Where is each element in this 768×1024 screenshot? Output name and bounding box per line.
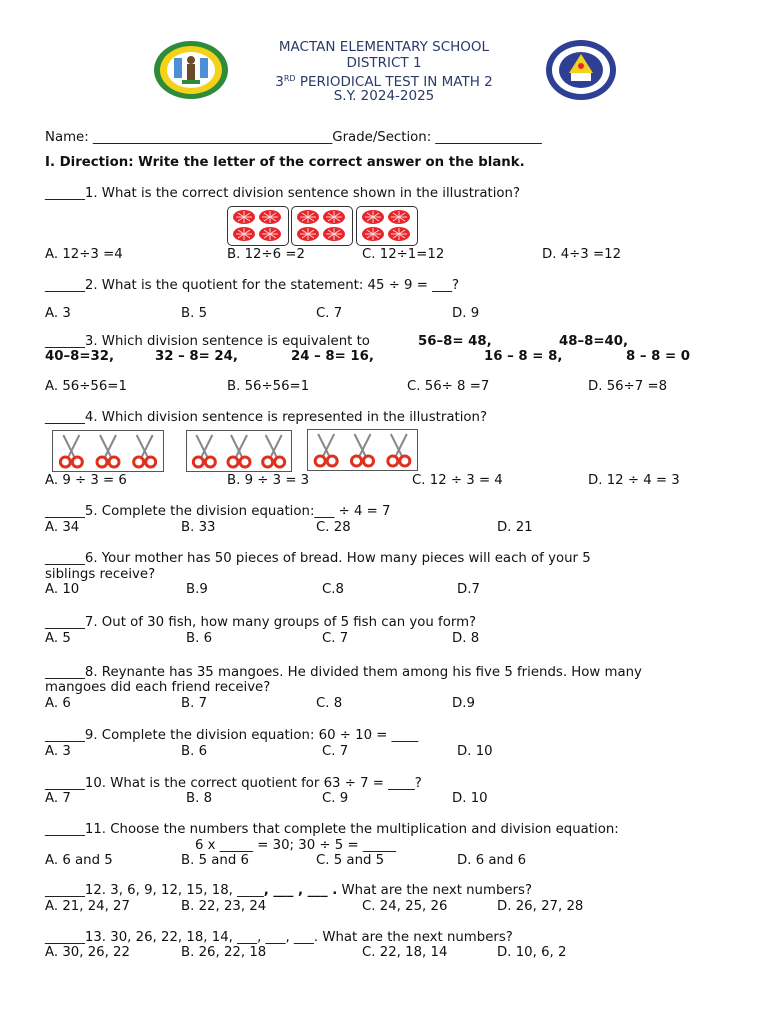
question-13: ______13. 30, 26, 22, 18, 14, ___, ___, ___. What are the next numbers? (45, 930, 513, 945)
q2-option-b: B. 5 (181, 306, 208, 321)
q10-option-a: A. 7 (45, 791, 71, 806)
apple-group (291, 206, 353, 246)
q3-option-b: B. 56÷56=1 (227, 379, 310, 394)
q13-option-a: A. 30, 26, 22 (45, 945, 130, 960)
q4-option-c: C. 12 ÷ 3 = 4 (412, 473, 503, 488)
apple-group (356, 206, 418, 246)
apple-icon (297, 227, 319, 241)
q11-option-a: A. 6 and 5 (45, 853, 113, 868)
q3-eq7: 8 – 8 = 0 (626, 349, 691, 364)
scissors-group (186, 430, 292, 472)
q10-option-d: D. 10 (452, 791, 488, 806)
q12-option-a: A. 21, 24, 27 (45, 899, 130, 914)
q10-option-c: C. 9 (322, 791, 349, 806)
scissors-group (307, 429, 418, 471)
q7-option-d: D. 8 (452, 631, 480, 646)
q1-option-b: B. 12÷6 =2 (227, 247, 305, 262)
q3-eq1: 56–8= 48, (418, 334, 492, 349)
scissors-icon (388, 434, 410, 466)
q8-option-c: C. 8 (316, 696, 343, 711)
scissors-icon (315, 434, 337, 466)
q2-option-a: A. 3 (45, 306, 71, 321)
scissors-icon (97, 435, 119, 467)
q5-option-a: A. 34 (45, 520, 80, 535)
question-6-line1: ______6. Your mother has 50 pieces of bread. How many pieces will each of your 5 (45, 551, 591, 566)
q13-option-d: D. 10, 6, 2 (497, 945, 567, 960)
q4-option-a: A. 9 ÷ 3 = 6 (45, 473, 127, 488)
q12-option-c: C. 24, 25, 26 (362, 899, 448, 914)
q2-option-d: D. 9 (452, 306, 480, 321)
apple-icon (388, 227, 410, 241)
q1-option-c: C. 12÷1=12 (362, 247, 445, 262)
q3-option-c: C. 56÷ 8 =7 (407, 379, 490, 394)
q6-option-d: D.7 (457, 582, 480, 597)
scissors-icon (60, 435, 82, 467)
apple-icon (323, 210, 345, 224)
q5-option-b: B. 33 (181, 520, 216, 535)
q3-option-d: D. 56÷7 =8 (588, 379, 668, 394)
apple-group (227, 206, 289, 246)
q6-option-a: A. 10 (45, 582, 80, 597)
q7-option-a: A. 5 (45, 631, 71, 646)
test-title-prefix: 3 (275, 74, 284, 90)
q2-option-c: C. 7 (316, 306, 343, 321)
q11-option-d: D. 6 and 6 (457, 853, 527, 868)
question-10: ______10. What is the correct quotient for 63 ÷ 7 = ____? (45, 776, 422, 791)
q3-eq3: 40–8=32, (45, 349, 115, 364)
q8-option-d: D.9 (452, 696, 475, 711)
q12-blanks: , ___ , ___ . (263, 883, 338, 898)
q4-option-d: D. 12 ÷ 4 = 3 (588, 473, 680, 488)
test-title-sup: RD (283, 74, 296, 83)
district: DISTRICT 1 (346, 55, 422, 71)
q8-option-b: B. 7 (181, 696, 208, 711)
name-grade-line: Name: ____________________________________Grade/Section: ________________ (45, 130, 542, 145)
scissors-icon (263, 435, 285, 467)
q11-option-b: B. 5 and 6 (181, 853, 249, 868)
q12-sequence: ______12. 3, 6, 9, 12, 15, 18, ____ (45, 883, 264, 898)
q8-option-a: A. 6 (45, 696, 71, 711)
school-year: S.Y. 2024-2025 (333, 88, 435, 104)
question-7: ______7. Out of 30 fish, how many groups of 5 fish can you form? (45, 615, 477, 630)
question-5: ______5. Complete the division equation:___ ÷ 4 = 7 (45, 504, 391, 519)
apple-icon (233, 210, 255, 224)
q3-eq2: 48–8=40, (559, 334, 629, 349)
q9-option-d: D. 10 (457, 744, 493, 759)
school-name: MACTAN ELEMENTARY SCHOOL (278, 39, 490, 55)
apple-icon (297, 210, 319, 224)
q3-eq6: 16 – 8 = 8, (484, 349, 563, 364)
apple-icon (323, 227, 345, 241)
question-12 (45, 883, 532, 899)
q3-option-a: A. 56÷56=1 (45, 379, 127, 394)
scissors-icon (193, 435, 215, 467)
q6-option-b: B.9 (186, 582, 208, 597)
q3-eq5: 24 – 8= 16, (291, 349, 374, 364)
scissors-icon (134, 435, 156, 467)
q1-option-d: D. 4÷3 =12 (542, 247, 622, 262)
question-1: ______1. What is the correct division sentence shown in the illustration? (45, 186, 521, 201)
q10-option-b: B. 8 (186, 791, 213, 806)
scissors-group (52, 430, 164, 472)
question-6-line2: siblings receive? (45, 567, 156, 582)
scissors-icon (228, 435, 250, 467)
test-title-suffix: PERIODICAL TEST IN MATH 2 (295, 74, 493, 90)
question-11-line1: ______11. Choose the numbers that complete the multiplication and division equation: (45, 822, 619, 837)
q6-option-c: C.8 (322, 582, 344, 597)
q3-eq4: 32 – 8= 24, (155, 349, 238, 364)
apple-icon (388, 210, 410, 224)
q1-option-a: A. 12÷3 =4 (45, 247, 123, 262)
question-3: ______3. Which division sentence is equivalent to (45, 334, 370, 349)
q13-option-c: C. 22, 18, 14 (362, 945, 448, 960)
apple-icon (362, 227, 384, 241)
q12-prompt: What are the next numbers? (337, 883, 533, 898)
q9-option-b: B. 6 (181, 744, 208, 759)
q12-option-d: D. 26, 27, 28 (497, 899, 584, 914)
q12-option-b: B. 22, 23, 24 (181, 899, 267, 914)
apple-icon (259, 210, 281, 224)
q13-option-b: B. 26, 22, 18 (181, 945, 267, 960)
question-2: ______2. What is the quotient for the statement: 45 ÷ 9 = ___? (45, 278, 460, 293)
question-4: ______4. Which division sentence is represented in the illustration? (45, 410, 488, 425)
q11-option-c: C. 5 and 5 (316, 853, 385, 868)
q9-option-a: A. 3 (45, 744, 71, 759)
apple-icon (233, 227, 255, 241)
question-9: ______9. Complete the division equation: 60 ÷ 10 = ____ (45, 728, 419, 743)
q5-option-d: D. 21 (497, 520, 533, 535)
apple-icon (259, 227, 281, 241)
question-11-line2: 6 x _____ = 30; 30 ÷ 5 = _____ (195, 838, 397, 853)
q7-option-b: B. 6 (186, 631, 213, 646)
q4-option-b: B. 9 ÷ 3 = 3 (227, 473, 310, 488)
apple-icon (362, 210, 384, 224)
question-8-line2: mangoes did each friend receive? (45, 680, 271, 695)
direction: I. Direction: Write the letter of the correct answer on the blank. (45, 155, 525, 170)
question-8-line1: ______8. Reynante has 35 mangoes. He divided them among his five 5 friends. How many (45, 665, 642, 680)
scissors-icon (352, 434, 374, 466)
q5-option-c: C. 28 (316, 520, 351, 535)
q9-option-c: C. 7 (322, 744, 349, 759)
q7-option-c: C. 7 (322, 631, 349, 646)
